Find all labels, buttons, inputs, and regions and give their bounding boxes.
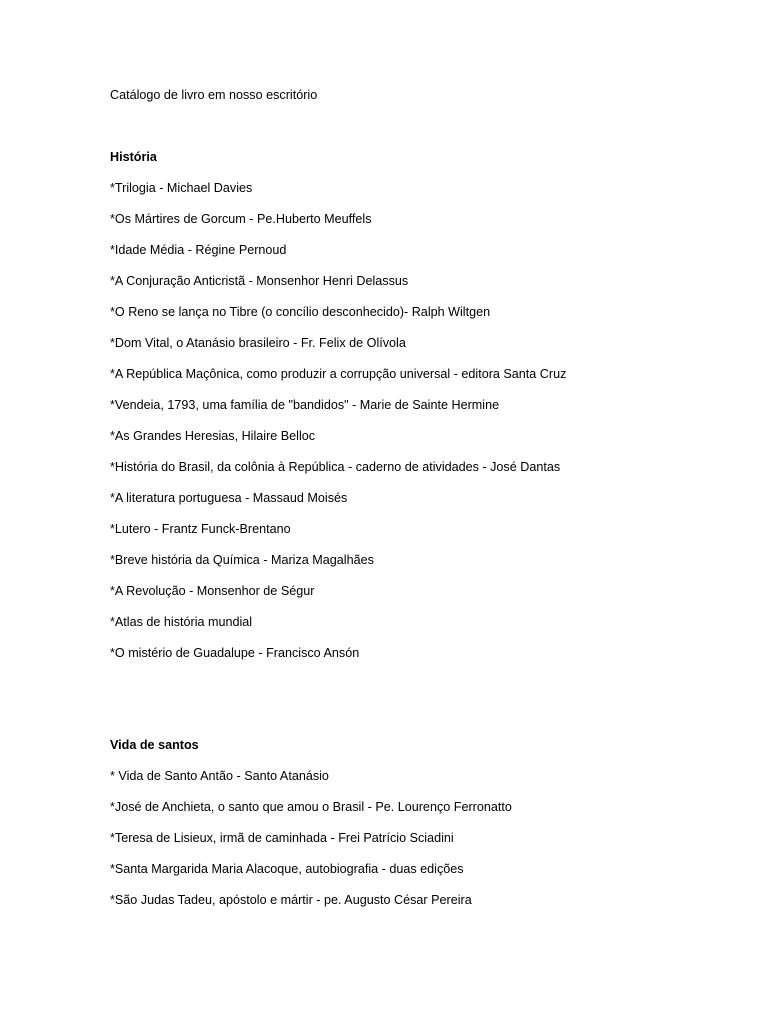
book-item: *Teresa de Lisieux, irmã de caminhada - Frei Patrício Sciadini [110, 831, 454, 845]
book-item: *Breve história da Química - Mariza Magalhães [110, 553, 374, 567]
book-item: *A República Maçônica, como produzir a corrupção universal - editora Santa Cruz [110, 367, 567, 381]
section-heading: História [110, 150, 157, 164]
book-item: *A Revolução - Monsenhor de Ségur [110, 584, 315, 598]
section-heading: Vida de santos [110, 738, 199, 752]
book-item: *Trilogia - Michael Davies [110, 181, 253, 195]
document-title: Catálogo de livro em nosso escritório [110, 88, 318, 102]
book-item: *As Grandes Heresias, Hilaire Belloc [110, 429, 316, 443]
book-item: *São Judas Tadeu, apóstolo e mártir - pe. Augusto César Pereira [110, 893, 472, 907]
section-historia [110, 148, 566, 675]
book-item: *Os Mártires de Gorcum - Pe.Huberto Meuffels [110, 212, 372, 226]
book-list [110, 179, 566, 662]
book-item: *Lutero - Frantz Funck-Brentano [110, 522, 291, 536]
book-item: *Santa Margarida Maria Alacoque, autobiografia - duas edições [110, 862, 464, 876]
book-item: *Idade Média - Régine Pernoud [110, 243, 287, 257]
book-item: *A Conjuração Anticristã - Monsenhor Henri Delassus [110, 274, 409, 288]
section-vida-de-santos [110, 736, 512, 922]
book-item: *José de Anchieta, o santo que amou o Brasil - Pe. Lourenço Ferronatto [110, 800, 512, 814]
book-item: * Vida de Santo Antão - Santo Atanásio [110, 769, 329, 783]
book-list [110, 767, 512, 909]
book-item: *O mistério de Guadalupe - Francisco Ansón [110, 646, 360, 660]
book-item: *Atlas de história mundial [110, 615, 253, 629]
book-item: *Dom Vital, o Atanásio brasileiro - Fr. Felix de Olívola [110, 336, 406, 350]
book-item: *O Reno se lança no Tibre (o concílio desconhecido)- Ralph Wiltgen [110, 305, 491, 319]
book-item: *A literatura portuguesa - Massaud Moisés [110, 491, 348, 505]
book-item: *História do Brasil, da colônia à República - caderno de atividades - José Dantas [110, 460, 561, 474]
book-item: *Vendeia, 1793, uma família de "bandidos" - Marie de Sainte Hermine [110, 398, 500, 412]
